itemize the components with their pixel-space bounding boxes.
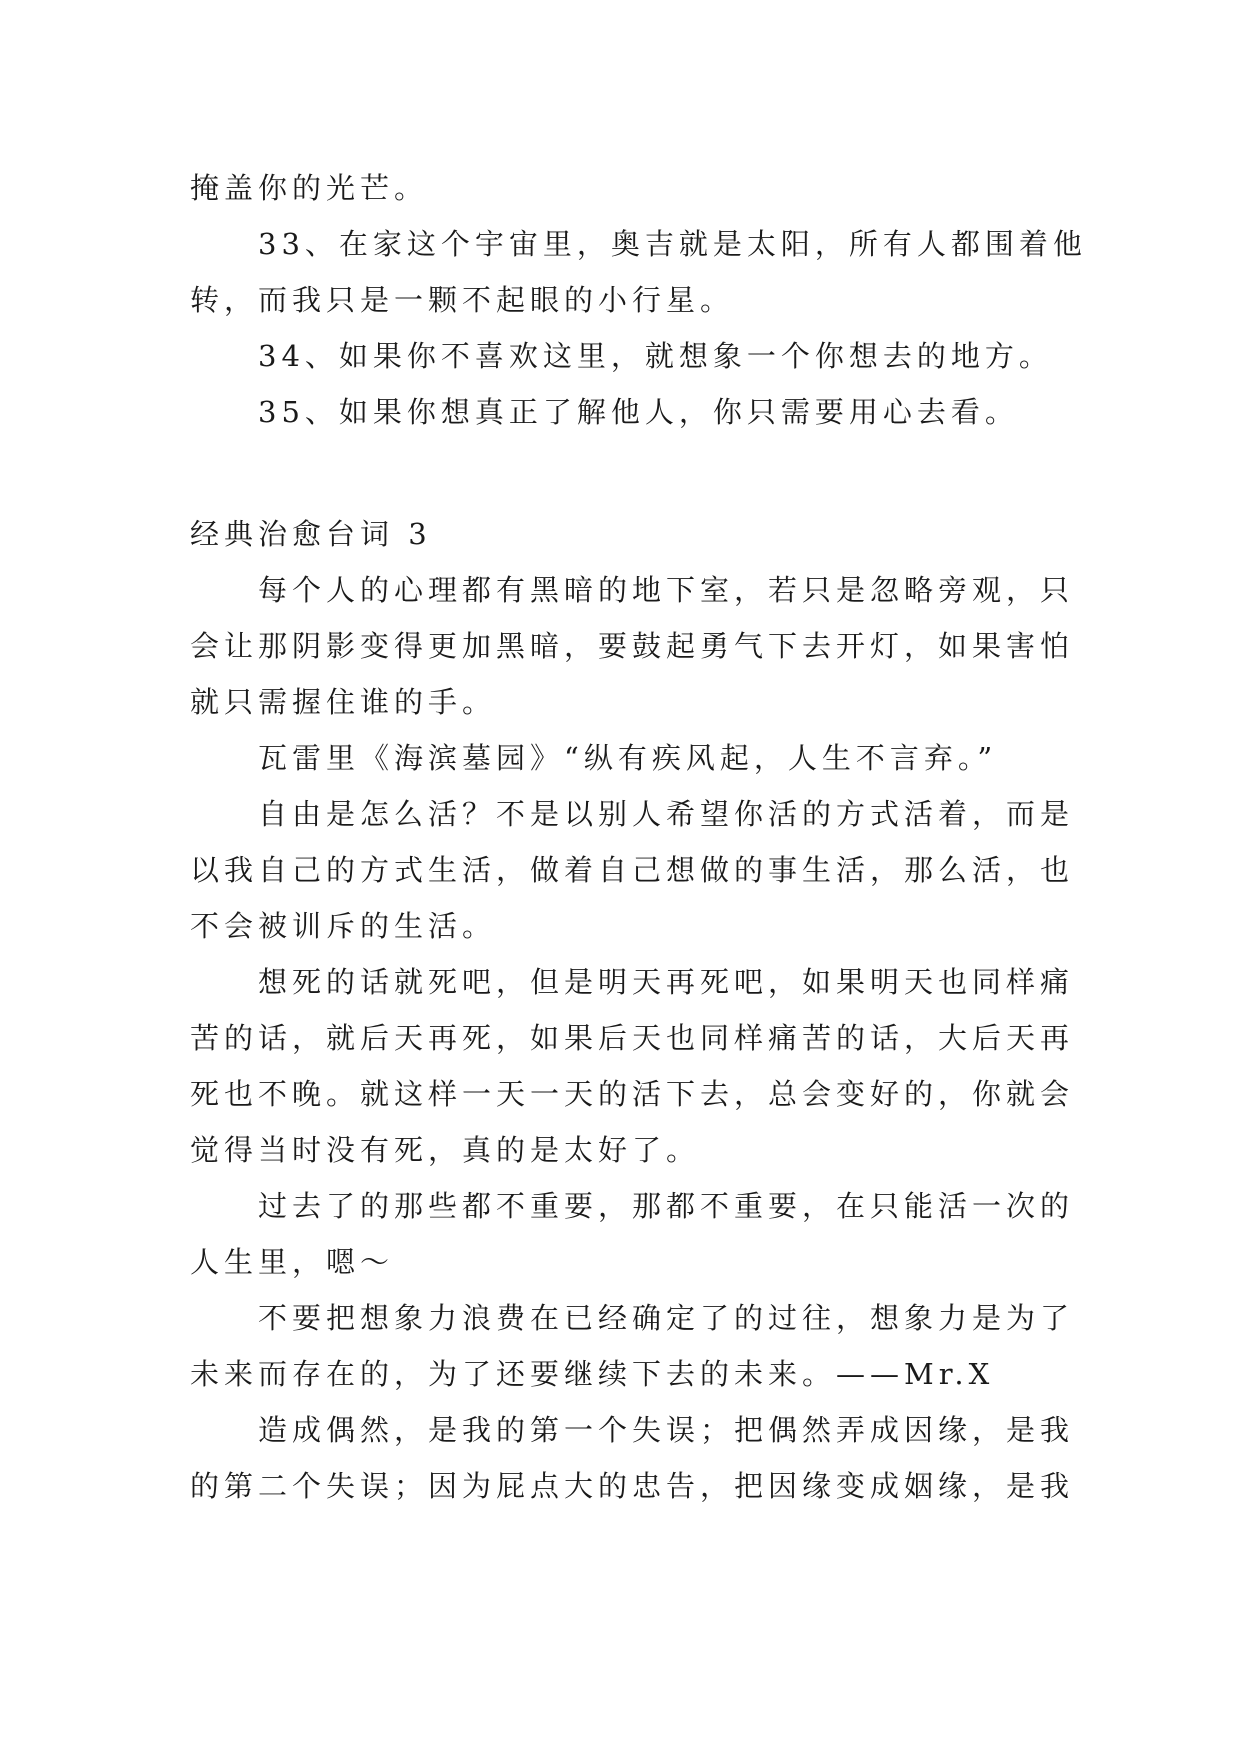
text-line: 造成偶然，是我的第一个失误；把偶然弄成因缘，是我	[258, 1413, 1075, 1447]
text-line: 未来而存在的，为了还要继续下去的未来。——Mr.X	[190, 1357, 995, 1391]
text-line: 过去了的那些都不重要，那都不重要，在只能活一次的	[258, 1189, 1075, 1223]
text-line: 想死的话就死吧，但是明天再死吧，如果明天也同样痛	[258, 965, 1075, 999]
text-line: 会让那阴影变得更加黑暗，要鼓起勇气下去开灯，如果害怕	[190, 629, 1075, 663]
text-line: 死也不晚。就这样一天一天的活下去，总会变好的，你就会	[190, 1077, 1075, 1111]
text-line: 转，而我只是一颗不起眼的小行星。	[190, 283, 735, 317]
text-line: 的第二个失误；因为屁点大的忠告，把因缘变成姻缘，是我	[190, 1469, 1075, 1503]
text-line: 35、如果你想真正了解他人，你只需要用心去看。	[258, 395, 1019, 429]
text-line: 每个人的心理都有黑暗的地下室，若只是忽略旁观，只	[258, 573, 1075, 607]
text-line: 就只需握住谁的手。	[190, 685, 497, 719]
text-line: 瓦雷里《海滨墓园》“纵有疾风起，人生不言弃。”	[258, 741, 998, 775]
text-line: 人生里，嗯～	[190, 1245, 395, 1279]
text-line: 觉得当时没有死，真的是太好了。	[190, 1133, 701, 1167]
section-heading: 经典治愈台词 3	[190, 517, 432, 551]
text-line: 自由是怎么活？不是以别人希望你活的方式活着，而是	[258, 797, 1075, 831]
text-line: 苦的话，就后天再死，如果后天也同样痛苦的话，大后天再	[190, 1021, 1075, 1055]
text-line: 33、在家这个宇宙里，奥吉就是太阳，所有人都围着他	[258, 227, 1087, 261]
text-line: 掩盖你的光芒。	[190, 171, 429, 205]
text-line: 34、如果你不喜欢这里，就想象一个你想去的地方。	[258, 339, 1053, 373]
document-body	[190, 160, 1087, 1514]
text-line: 不要把想象力浪费在已经确定了的过往，想象力是为了	[258, 1301, 1075, 1335]
text-line: 以我自己的方式生活，做着自己想做的事生活，那么活，也	[190, 853, 1075, 887]
text-line: 不会被训斥的生活。	[190, 909, 497, 943]
